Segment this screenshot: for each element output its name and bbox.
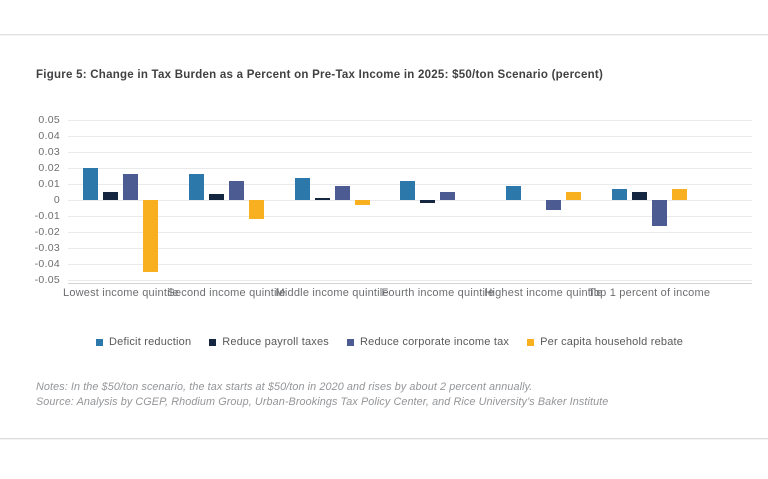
bar bbox=[400, 181, 415, 200]
legend-swatch bbox=[347, 339, 354, 346]
y-tick-label: 0.02 bbox=[38, 162, 60, 174]
y-tick-label: 0.05 bbox=[38, 114, 60, 126]
section-divider-top bbox=[0, 34, 768, 36]
x-tick-label: Highest income quintile bbox=[484, 287, 603, 299]
bar bbox=[209, 194, 224, 200]
legend-item bbox=[96, 336, 191, 348]
legend-swatch bbox=[527, 339, 534, 346]
gridline bbox=[68, 120, 752, 121]
gridline bbox=[68, 168, 752, 169]
notes-line: Notes: In the $50/ton scenario, the tax starts at $50/ton in 2020 and rises by about 2 percent annually. bbox=[36, 381, 533, 393]
bar bbox=[143, 200, 158, 272]
y-tick-label: 0 bbox=[53, 194, 60, 206]
gridline bbox=[68, 280, 752, 281]
gridline bbox=[68, 136, 752, 137]
legend-item bbox=[347, 336, 509, 348]
bar bbox=[189, 174, 204, 200]
y-tick-label: -0.03 bbox=[34, 242, 60, 254]
gridline bbox=[68, 264, 752, 265]
y-tick-label: 0.04 bbox=[38, 130, 60, 142]
bar bbox=[546, 200, 561, 210]
bar bbox=[420, 200, 435, 203]
gridline bbox=[68, 152, 752, 153]
y-tick-label: 0.03 bbox=[38, 146, 60, 158]
figure-title: Figure 5: Change in Tax Burden as a Percent on Pre-Tax Income in 2025: $50/ton Scenario (percent) bbox=[36, 69, 604, 81]
x-tick-label: Second income quintile bbox=[167, 287, 286, 299]
bar bbox=[440, 192, 455, 200]
bar bbox=[335, 186, 350, 200]
bar bbox=[672, 189, 687, 200]
y-tick-label: 0.01 bbox=[38, 178, 60, 190]
legend-label: Reduce corporate income tax bbox=[360, 336, 510, 348]
plot-area bbox=[68, 120, 752, 280]
gridline bbox=[68, 232, 752, 233]
bar bbox=[355, 200, 370, 205]
legend-label: Per capita household rebate bbox=[540, 336, 684, 348]
bar bbox=[612, 189, 627, 200]
bar bbox=[566, 192, 581, 200]
figure-notes bbox=[36, 380, 736, 409]
legend-swatch bbox=[209, 339, 216, 346]
gridline bbox=[68, 200, 752, 201]
y-axis bbox=[0, 114, 60, 286]
bar bbox=[123, 174, 138, 200]
bar bbox=[652, 200, 667, 226]
y-tick-label: -0.01 bbox=[34, 210, 60, 222]
bar bbox=[103, 192, 118, 200]
x-tick-label: Top 1 percent of income bbox=[588, 287, 711, 299]
legend-item bbox=[527, 336, 683, 348]
x-axis-line bbox=[68, 283, 752, 284]
bar bbox=[295, 178, 310, 200]
legend-label: Reduce payroll taxes bbox=[222, 336, 330, 348]
y-tick-label: -0.02 bbox=[34, 226, 60, 238]
y-tick-label: -0.05 bbox=[34, 274, 60, 286]
bar bbox=[83, 168, 98, 200]
bar bbox=[229, 181, 244, 200]
legend-label: Deficit reduction bbox=[109, 336, 192, 348]
y-tick-label: -0.04 bbox=[34, 258, 60, 270]
section-divider-bottom bbox=[0, 438, 768, 440]
bar bbox=[315, 198, 330, 200]
bar bbox=[632, 192, 647, 200]
bar bbox=[506, 186, 521, 200]
x-axis bbox=[63, 287, 711, 319]
legend-swatch bbox=[96, 339, 103, 346]
gridline bbox=[68, 248, 752, 249]
gridline bbox=[68, 216, 752, 217]
legend-item bbox=[209, 336, 329, 348]
x-tick-label: Fourth income quintile bbox=[381, 287, 495, 299]
bar bbox=[249, 200, 264, 219]
source-line: Source: Analysis by CGEP, Rhodium Group, Urban-Brookings Tax Policy Center, and Rice University’s Baker Institute bbox=[36, 395, 609, 408]
x-tick-label: Middle income quintile bbox=[275, 287, 389, 299]
x-tick-label: Lowest income quintile bbox=[63, 287, 179, 299]
chart-legend bbox=[96, 336, 683, 348]
